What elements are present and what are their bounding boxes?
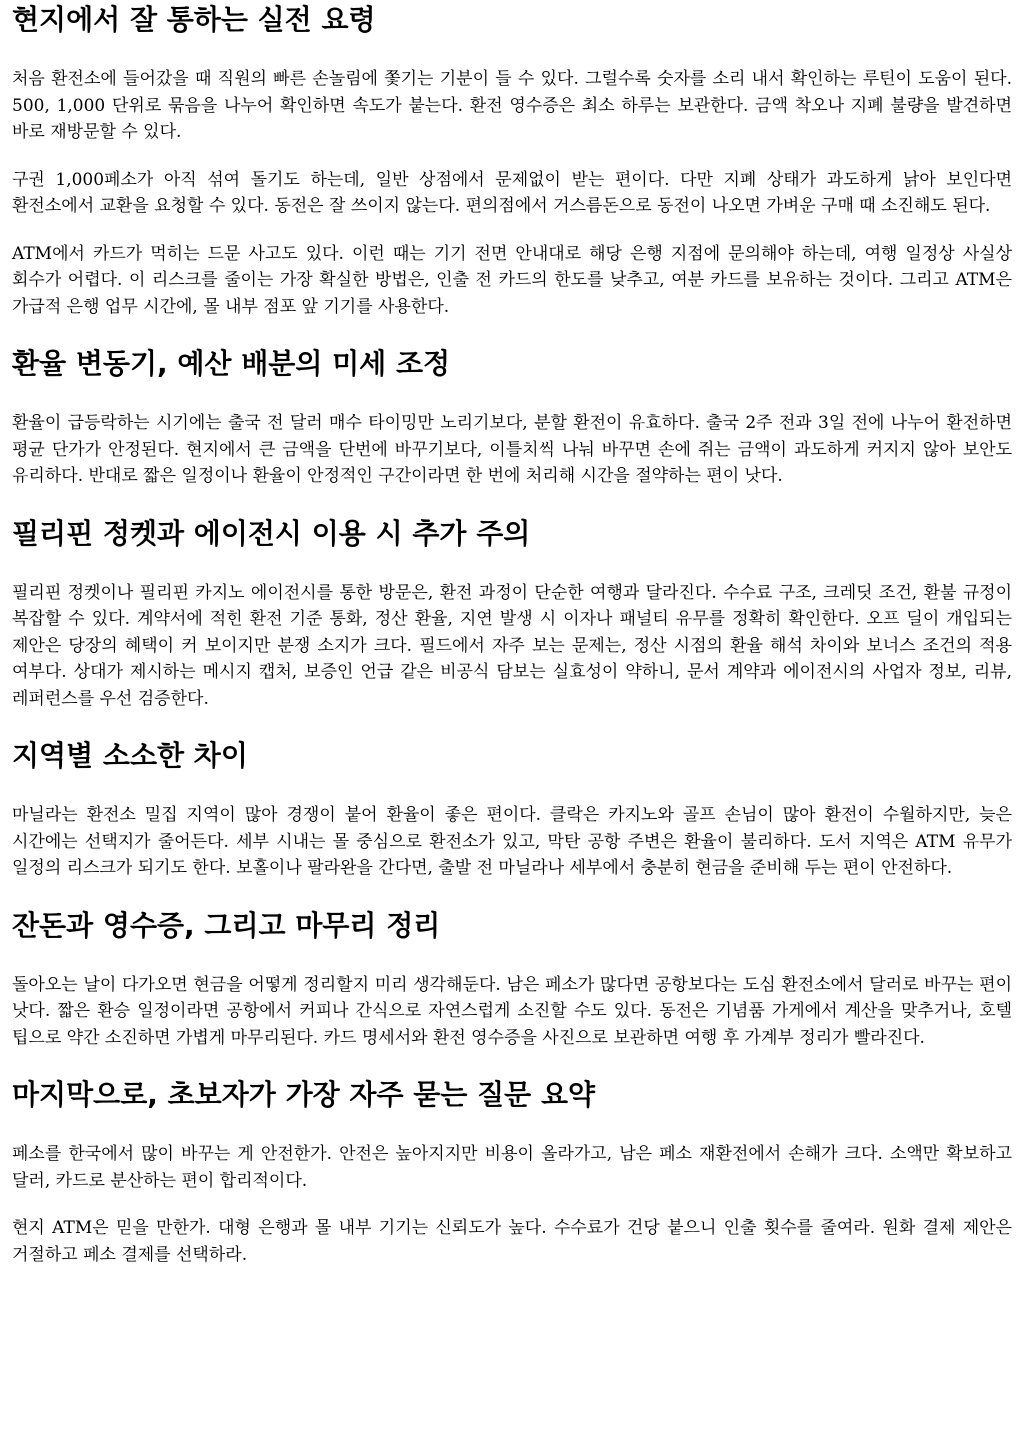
- paragraph: 마닐라는 환전소 밀집 지역이 많아 경쟁이 붙어 환율이 좋은 편이다. 클락은 카지노와 골프 손님이 많아 환전이 수월하지만, 늦은 시간에는 선택지가 줄어든다. 세부 시내는 몰 중심으로 환전소가 있고, 막탄 공항 주변은 환율이 불리하다. 도서 지역은 ATM 유무가 일정의 리스크가 되기도 한다. 보홀이나 팔라완을 간다면, 출발 전 마닐라나 세부에서 충분히 현금을 준비해 두는 편이 안전하다.: [12, 805, 1012, 878]
- paragraph: 처음 환전소에 들어갔을 때 직원의 빠른 손놀림에 쫓기는 기분이 들 수 있다. 그럴수록 숫자를 소리 내서 확인하는 루틴이 도움이 된다. 500, 1,000 단위로 묶음을 나누어 확인하면 속도가 붙는다. 환전 영수증은 최소 하루는 보관한다. 금액 착오나 지폐 불량을 발견하면 바로 재방문할 수 있다.: [12, 69, 1012, 142]
- section-heading: 마지막으로, 초보자가 가장 자주 묻는 질문 요약: [12, 1078, 596, 1111]
- paragraph: ATM에서 카드가 먹히는 드문 사고도 있다. 이런 때는 기기 전면 안내대로 해당 은행 지점에 문의해야 하는데, 여행 일정상 사실상 회수가 어렵다. 이 리스크를 줄이는 가장 확실한 방법은, 인출 전 카드의 한도를 낮추고, 여분 카드를 보유하는 것이다. 그리고 ATM은 가급적 은행 업무 시간에, 몰 내부 점포 앞 기기를 사용한다.: [12, 243, 1012, 317]
- article-body: [12, 2, 1012, 1268]
- section-heading: 환율 변동기, 예산 배분의 미세 조정: [12, 347, 451, 380]
- paragraph: 현지 ATM은 믿을 만한가. 대형 은행과 몰 내부 기기는 신뢰도가 높다. 수수료가 건당 붙으니 인출 횟수를 줄여라. 원화 결제 제안은 거절하고 페소 결제를 선택하라.: [12, 1218, 1012, 1265]
- section-heading: 잔돈과 영수증, 그리고 마무리 정리: [12, 908, 441, 942]
- paragraph: 페소를 한국에서 많이 바꾸는 게 안전한가. 안전은 높아지지만 비용이 올라가고, 남은 페소 재환전에서 손해가 크다. 소액만 확보하고 달러, 카드로 분산하는 편이 합리적이다.: [12, 1144, 1012, 1191]
- paragraph: 구권 1,000페소가 아직 섞여 돌기도 하는데, 일반 상점에서 문제없이 받는 편이다. 다만 지폐 상태가 과도하게 낡아 보인다면 환전소에서 교환을 요청할 수 있다. 동전은 잘 쓰이지 않는다. 편의점에서 거스름돈으로 동전이 나오면 가벼운 구매 때 소진해도 된다.: [12, 169, 1012, 216]
- paragraph: 돌아오는 날이 다가오면 현금을 어떻게 정리할지 미리 생각해둔다. 남은 페소가 많다면 공항보다는 도심 환전소에서 달러로 바꾸는 편이 낫다. 짧은 환승 일정이라면 공항에서 커피나 간식으로 자연스럽게 소진할 수도 있다. 동전은 기념품 가게에서 계산을 맞추거나, 호텔 팁으로 약간 소진하면 가볍게 마무리된다. 카드 명세서와 환전 영수증을 사진으로 보관하면 여행 후 가계부 정리가 빨라진다.: [12, 974, 1012, 1048]
- paragraph: 필리핀 정켓이나 필리핀 카지노 에이전시를 통한 방문은, 환전 과정이 단순한 여행과 달라진다. 수수료 구조, 크레딧 조건, 환불 규정이 복잡할 수 있다. 계약서에 적힌 환전 기준 통화, 정산 환율, 지연 발생 시 이자나 패널티 유무를 정확히 확인한다. 오프 딜이 개입되는 제안은 당장의 혜택이 커 보이지만 분쟁 소지가 크다. 필드에서 자주 보는 문제는, 정산 시점의 환율 해석 차이와 보너스 조건의 적용 여부다. 상대가 제시하는 메시지 캡처, 보증인 언급 같은 비공식 담보는 실효성이 약하니, 문서 계약과 에이전시의 사업자 정보, 리뷰, 레퍼런스를 우선 검증한다.: [12, 582, 1012, 709]
- section-heading: 지역별 소소한 차이: [12, 739, 248, 772]
- section-heading: 현지에서 잘 통하는 실전 요령: [12, 3, 376, 36]
- section-heading: 필리핀 정켓과 에이전시 이용 시 추가 주의: [12, 516, 531, 550]
- paragraph: 환율이 급등락하는 시기에는 출국 전 달러 매수 타이밍만 노리기보다, 분할 환전이 유효하다. 출국 2주 전과 3일 전에 나누어 환전하면 평균 단가가 안정된다. 현지에서 큰 금액을 단번에 바꾸기보다, 이틀치씩 나눠 바꾸면 손에 쥐는 금액이 과도하게 커지지 않아 보안도 유리하다. 반대로 짧은 일정이나 환율이 안정적인 구간이라면 한 번에 처리해 시간을 절약하는 편이 낫다.: [12, 413, 1012, 486]
